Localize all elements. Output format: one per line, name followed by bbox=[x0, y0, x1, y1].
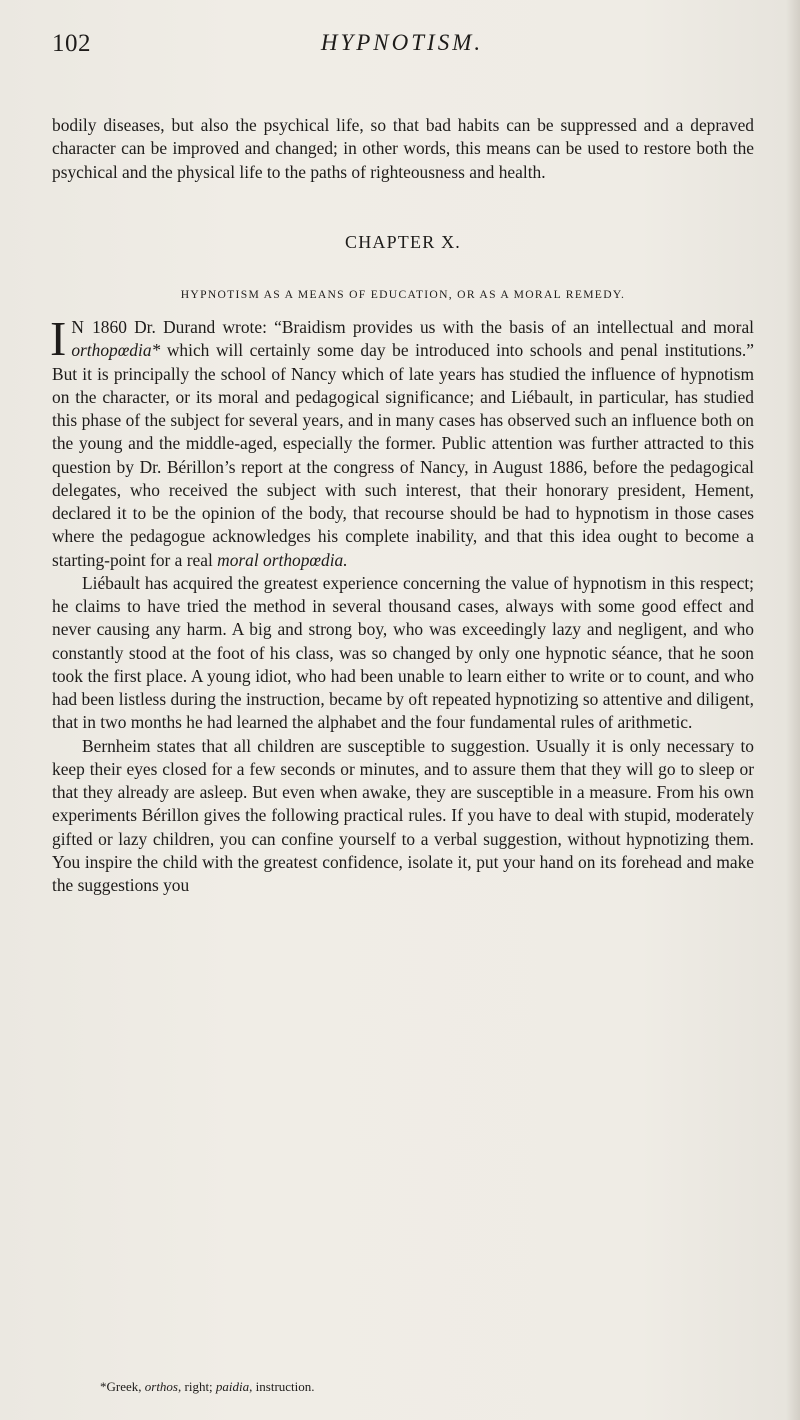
chapter-subtitle: HYPNOTISM AS A MEANS OF EDUCATION, OR AS A MORAL REMEDY. bbox=[180, 288, 626, 301]
page-number: 102 bbox=[52, 30, 91, 57]
footnote-italic: paidia bbox=[215, 1379, 250, 1394]
continuation-paragraph bbox=[52, 114, 754, 184]
drop-cap: I bbox=[50, 311, 67, 366]
footnote bbox=[100, 1379, 750, 1395]
footnote-marker: * bbox=[100, 1379, 107, 1394]
text-run: which will certainly some day be introduced into schools and penal institutions.” But it is principally the school of Nancy which of late years has studied the influence of hypnotism on the character, or its moral and pedagogical significance; and Liébault, in particular, has studied this phase of the subject for several years, and in many cases has observed such an influence both on the young and the middle-aged, especially the former. Public attention was further attracted to this question by Dr. Bérillon’s report at the congress of Nancy, in August 1886, before the pedagogical delegates, who received the subject with such interest, that their honorary president, Hement, declared it to be the opinion of the body, that recourse should be had to hypnotism in those cases where the pedagogue acknowledges his complete inability, and that this idea ought to become a starting-point for a real bbox=[52, 340, 754, 570]
running-header bbox=[52, 30, 752, 70]
page-edge-shadow bbox=[786, 0, 800, 1420]
chapter-opening-paragraph bbox=[50, 311, 754, 572]
footnote-italic: orthos bbox=[144, 1379, 178, 1394]
running-title: HYPNOTISM. bbox=[320, 30, 484, 55]
paragraph-bernheim: Bernheim states that all children are susceptible to suggestion. Usually it is only necessary to keep their eyes closed for a few seconds or minutes, and to assure them that they will go to sleep or that they already are asleep. But even when awake, they are susceptible in a measure. From his own experiments Bérillon gives the following practical rules. If you have to deal with stupid, moderately gifted or lazy children, you can confine yourself to a verbal suggestion, without hypnotizing them. You inspire the child with the greatest confidence, isolate it, put your hand on its forehead and make the suggestions you bbox=[52, 735, 754, 895]
chapter-heading: CHAPTER X. bbox=[344, 232, 461, 252]
opening-letter: N bbox=[71, 317, 85, 337]
paragraph-text: bodily diseases, but also the psychical life, so that bad habits can be suppressed and a depraved character can be improved and changed; in other words, this means can be used to restore both the psychical and the physical life to the paths of righteousness and health. bbox=[52, 115, 754, 182]
text-run: 1860 Dr. Durand wrote: “Braidism provides us with the basis of an intellectual and moral bbox=[84, 317, 754, 337]
chapter-body bbox=[50, 311, 754, 897]
italic-term: orthopœdia* bbox=[71, 340, 161, 361]
footnote-text: , right; bbox=[178, 1379, 216, 1394]
footnote-text: , instruction. bbox=[249, 1379, 315, 1394]
paragraph-liebault: Liébault has acquired the greatest experience concerning the value of hypnotism in this respect; he claims to have tried the method in several thousand cases, always with some good effect and never causing any harm. A big and strong boy, who was exceedingly lazy and negligent, and who constantly stood at the foot of his class, was so changed by only one hypnotic séance, that he soon took the first place. A young idiot, who had been unable to learn either to write or to count, and who had been listless during the instruction, became by oft repeated hypnotizing so attentive and diligent, that in two months he had learned the alphabet and the four fundamental rules of arithmetic. bbox=[52, 572, 754, 733]
footnote-text: Greek, bbox=[106, 1379, 145, 1394]
italic-term: moral orthopœdia. bbox=[217, 549, 348, 570]
